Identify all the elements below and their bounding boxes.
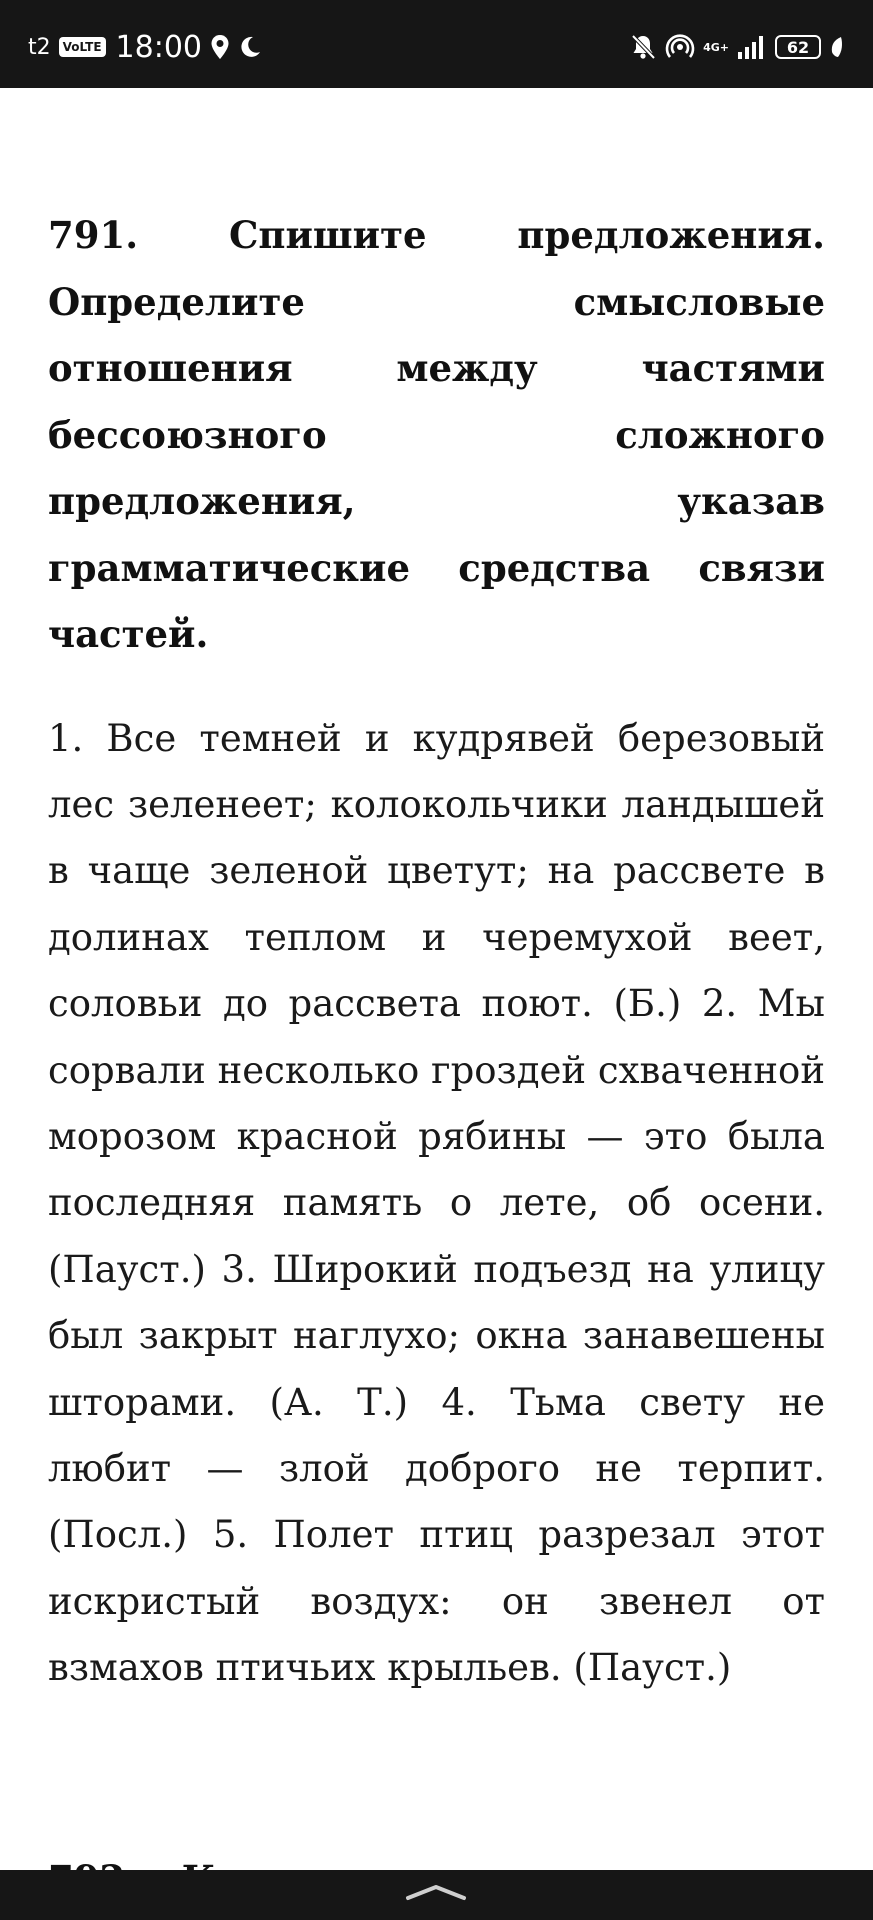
status-right [629,30,845,64]
moon-icon [238,35,262,59]
task-791-text: 1. Все темней и кудрявей березовый лес зеленеет; колокольчики ландышей в чаще зеленой цветут; на рассвете в долинах теплом и черемухой веет, соловьи до рассвета поют. (Б.) 2. Мы сорвали несколько гроздей схваченной морозом красной рябины — это была последняя память о лете, об осени. (Пауст.) 3. Широкий подъезд на улицу был закрыт наглухо; окна занавешены шторами. (А. Т.) 4. Тьма свету не любит — злой доброго не терпит. (Посл.) 5. Полет птиц разрезал этот искристый воздух: он звенел от взмахов птичьих крыльев. (Пауст.) [48,716,825,1690]
battery-indicator [775,35,821,59]
volte-badge: VoLTE [59,37,106,57]
reader-content[interactable] [48,88,825,1870]
leaf-icon [829,35,845,59]
signal-icon [737,34,767,60]
clock: 18:00 [115,29,203,65]
network-type: 4G+ [703,40,729,54]
location-icon [210,34,230,60]
task-791-title: 791. Спишите предложения. Определите смысловые отношения между частями бессоюзного сложного предложения, указав грамматические средства связи частей. [48,213,825,656]
hotspot-icon [665,33,695,61]
navigation-bar [0,1870,873,1920]
status-left [28,30,262,64]
bell-muted-icon [629,33,657,61]
status-bar [0,0,873,88]
chevron-up-icon[interactable] [404,1882,468,1902]
task-791 [48,202,825,1702]
battery-level: 62 [786,37,810,57]
carrier-label: t2 [28,34,51,60]
